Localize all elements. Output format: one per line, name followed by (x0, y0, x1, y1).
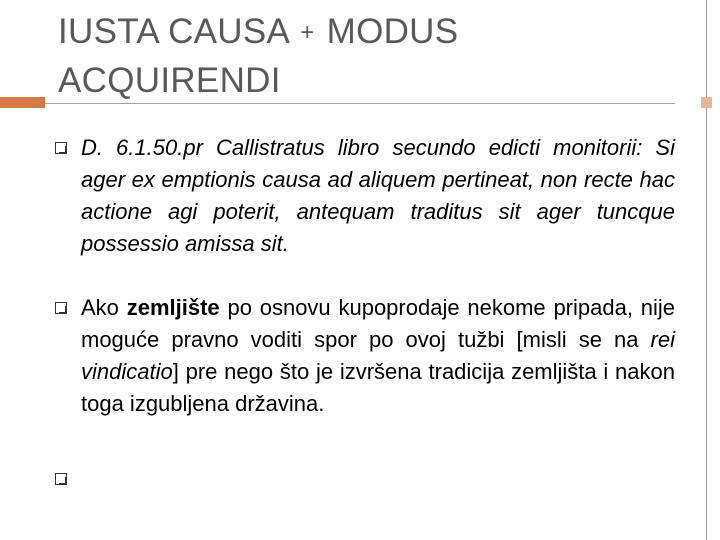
title-part-1: IUSTA CAUSA (58, 12, 289, 51)
square-bullet-icon (55, 142, 67, 154)
translation-text-end: ] pre nego što je izvršena tradicija zemljišta i nakon toga izgubljena državina. (81, 359, 675, 416)
title-rule-accent (0, 97, 45, 108)
translation-text-middle: po osnovu kupoprodaje nekome pripada, nije moguće pravno voditi spor po ovoj tužbi [misli se na (81, 295, 675, 352)
square-bullet-icon (55, 302, 67, 314)
slide-title (58, 8, 658, 105)
title-rule-line (45, 103, 675, 104)
bullet-latin-quote: D. 6.1.50.pr Callistratus libro secundo edicti monitorii: Si ager ex emptionis causa ad aliquem pertineat, non recte hac actione agi poterit, antequam traditus sit ager tuncque possessio amissa sit. (81, 135, 675, 256)
title-plus-sign: + (300, 19, 315, 46)
right-border-accent (701, 97, 712, 108)
translation-italic-term: rei vindicatio (81, 327, 675, 384)
bullet-translation (81, 292, 675, 420)
title-part-2: MODUS ACQUIRENDI (58, 12, 459, 100)
square-bullet-icon (55, 473, 67, 485)
translation-text-start: Ako (81, 295, 127, 320)
translation-bold-term: zemljište (126, 295, 220, 320)
right-border-line (706, 0, 707, 540)
